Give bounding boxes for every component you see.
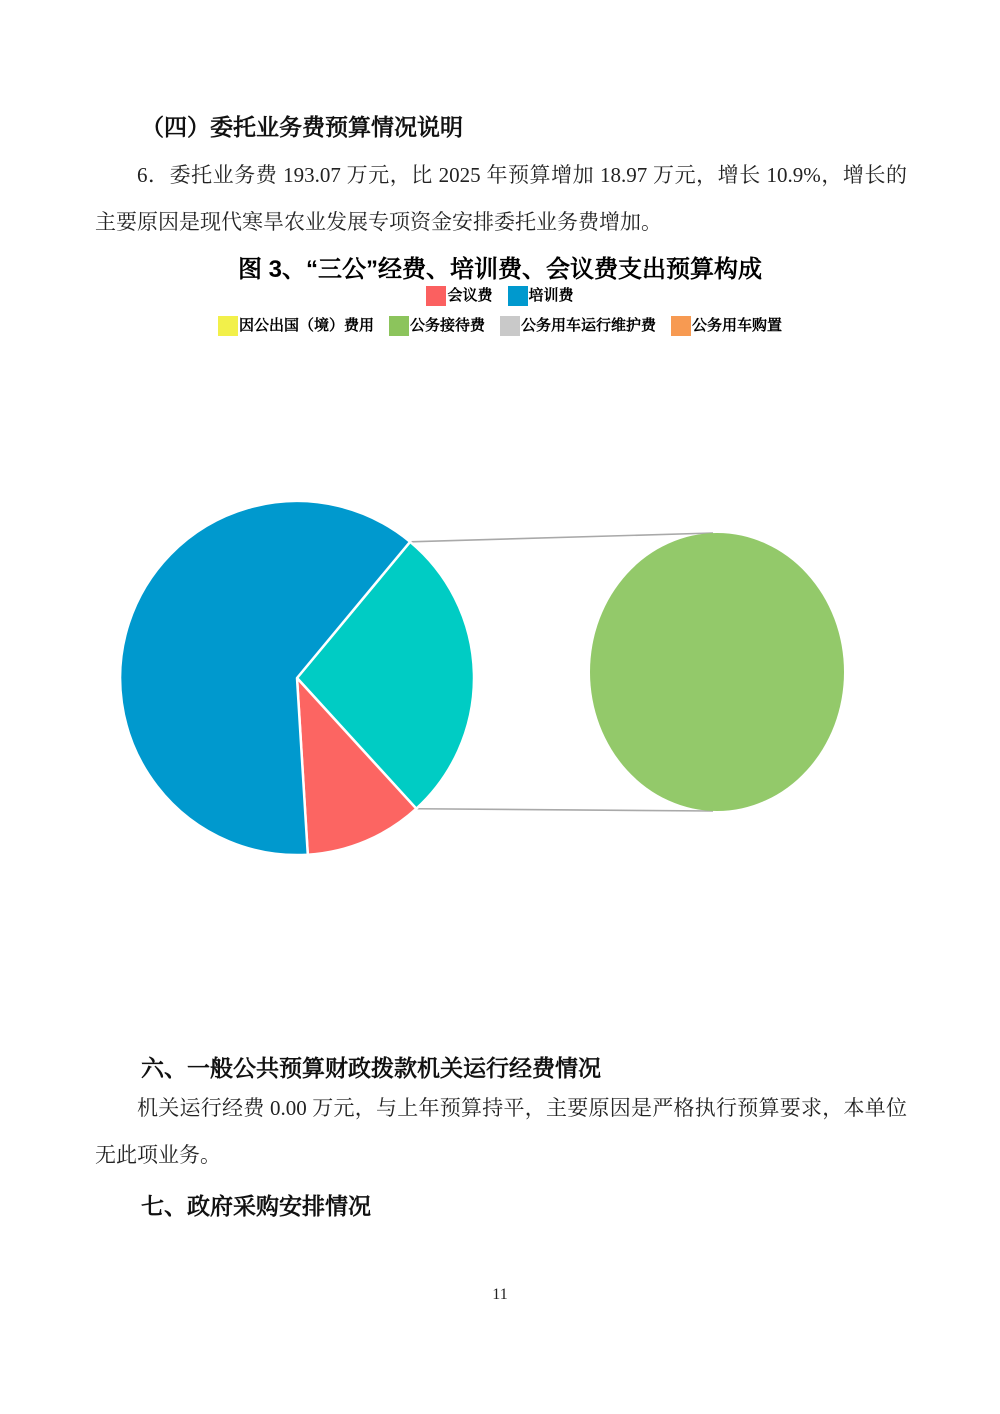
legend-swatch-icon (500, 316, 520, 336)
page-number: 11 (492, 1286, 508, 1303)
connector-line-bottom (416, 809, 713, 811)
legend-label: 公务用车购置 (692, 317, 783, 334)
pie-of-pie-chart (0, 400, 1000, 960)
legend-item (426, 285, 492, 306)
legend-row (0, 315, 1000, 336)
legend-item (500, 315, 656, 336)
legend-item (508, 285, 574, 306)
legend-swatch-icon (508, 286, 528, 306)
legend-label: 因公出国（境）费用 (238, 317, 374, 334)
legend-swatch-icon (389, 316, 409, 336)
paragraph-part4: 6．委托业务费 193.07 万元，比 2025 年预算增加 18.97 万元，增长 10.9%，增长的主要原因是现代寒旱农业发展专项资金安排委托业务费增加。 (95, 163, 907, 234)
section-heading-part6: 六、一般公共预算财政拨款机关运行经费情况 (141, 1056, 601, 1081)
section-heading-part7: 七、政府采购安排情况 (141, 1194, 371, 1219)
legend-row (0, 285, 1000, 306)
legend-item (218, 315, 374, 336)
legend-swatch-icon (218, 316, 238, 336)
connector-line-top (410, 533, 713, 542)
secondary-pie (590, 533, 844, 811)
section-heading-part4: （四）委托业务费预算情况说明 (141, 115, 463, 140)
legend-item (671, 315, 782, 336)
legend-label: 公务接待费 (409, 317, 485, 334)
chart-title: 图 3、“三公”经费、培训费、会议费支出预算构成 (237, 256, 762, 283)
legend-swatch-icon (671, 316, 691, 336)
chart-legend (0, 285, 1000, 345)
legend-label: 会议费 (447, 287, 493, 304)
legend-label: 公务用车运行维护费 (521, 317, 657, 334)
legend-swatch-icon (426, 286, 446, 306)
paragraph-part6: 机关运行经费 0.00 万元，与上年预算持平，主要原因是严格执行预算要求，本单位无此项业务。 (95, 1096, 907, 1167)
legend-item (389, 315, 485, 336)
legend-label: 培训费 (528, 287, 574, 304)
